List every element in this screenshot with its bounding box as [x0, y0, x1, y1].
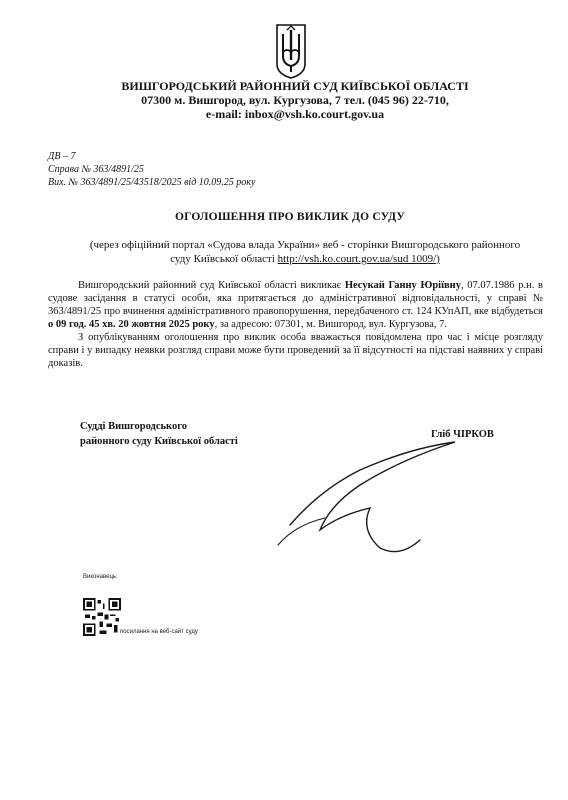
court-name: ВИШГОРОДСЬКИЙ РАЙОННИЙ СУД КИЇВСЬКОЇ ОБЛАСТІ [121, 79, 469, 93]
judge-role-line-2: районного суду Київської області [80, 436, 238, 447]
subtitle-line-2 [60, 252, 550, 266]
court-website-link[interactable]: http://vsh.ko.court.gov.ua/sud 1009/) [277, 253, 440, 265]
qr-caption: посилання на веб-сайт суду [120, 629, 198, 635]
subtitle-line-1: (через офіційний портал «Судова влада України» веб - сторінки Вишгородського районного [89, 239, 521, 251]
notice-paragraph-1: Вишгородський районний суд Київської області викликає Несукай Ганну Юріївну, 07.07.1986 р.н. в судове засідання в статусі особи, яка притягається до адміністративної відповідальності, у справі № 363/4891/25 про вчинення адміністративного правопорушення, передбаченого ст. 124 КУпАП, яке відбудеться о 09 год. 45 хв. 20 жовтня 2025 року, за адресою: 07301, м. Вишгород, вул. Кургузова, 7. [48, 280, 543, 330]
trident-emblem-icon [274, 22, 308, 80]
court-email: e-mail: inbox@vsh.ko.court.gov.ua [205, 107, 385, 121]
hearing-datetime: о 09 год. 45 хв. 20 жовтня 2025 року [48, 319, 215, 330]
outgoing-number: Вих. № 363/4891/25/43518/2025 від 10.09.25 року [48, 177, 256, 188]
summoned-person-name: Несукай Ганну Юріївну [344, 280, 461, 291]
court-address: 07300 м. Вишгород, вул. Кургузова, 7 тел. (045 96) 22-710, [141, 93, 449, 107]
case-number: Справа № 363/4891/25 [48, 164, 144, 175]
subtitle-prefix: суду Київської області [170, 253, 278, 265]
judge-role-line-1: Судді Вишгородського [80, 421, 187, 432]
document-code: ДВ – 7 [48, 151, 76, 162]
executor-label: Виконавець: [83, 574, 118, 580]
judge-name: Гліб ЧІРКОВ [431, 429, 494, 440]
handwritten-signature [250, 430, 480, 560]
notice-paragraph-2: З опублікуванням оголошення про виклик особа вважається повідомлена про час і місце розгляду справи і у випадку неявки розгляд справи може бути проведений за її відсутності на підставі наявних у справі доказів. [48, 332, 543, 369]
document-title: ОГОЛОШЕННЯ ПРО ВИКЛИК ДО СУДУ [174, 211, 406, 223]
qr-code-icon[interactable] [83, 598, 121, 636]
notice-body [48, 279, 543, 370]
